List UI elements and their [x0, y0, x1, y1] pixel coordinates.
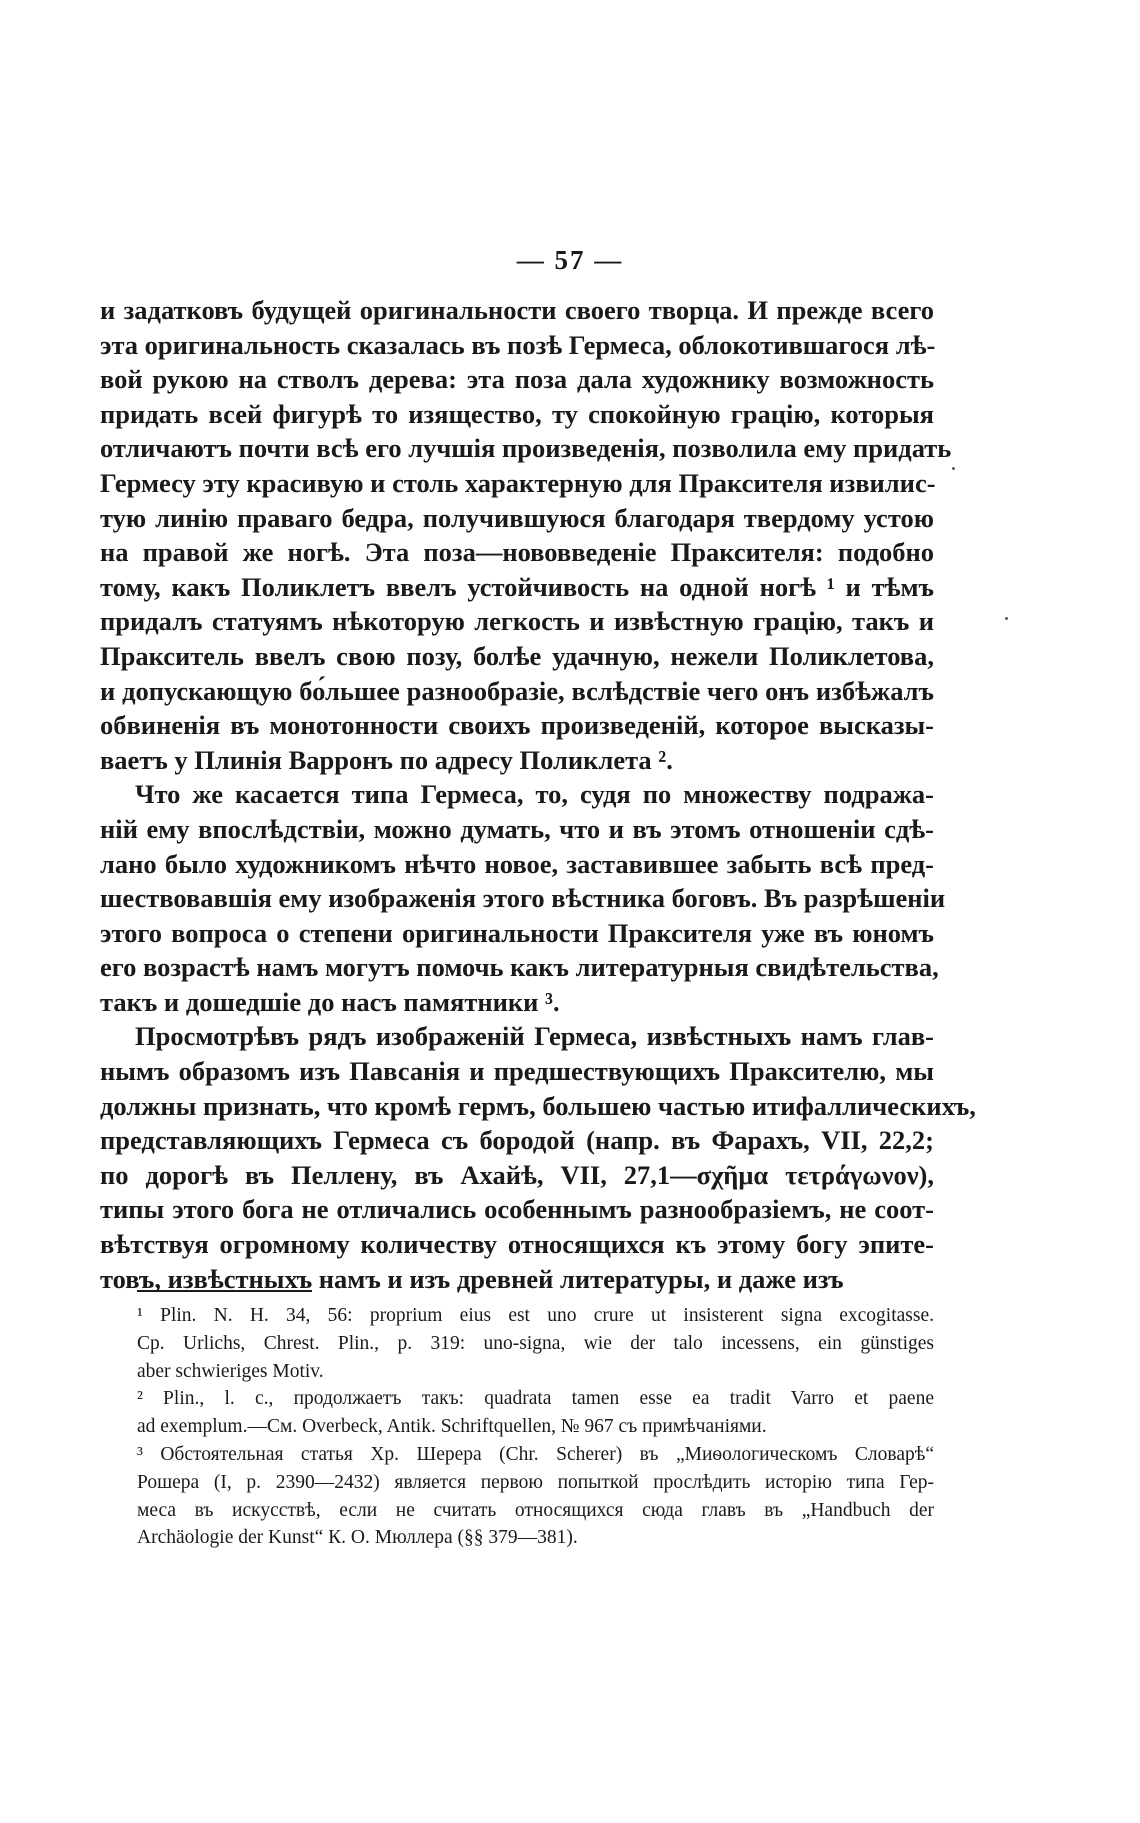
footnote [137, 1302, 934, 1385]
text-line: шествовавшія ему изображенія этого вѣстника боговъ. Въ разрѣшеніи [100, 883, 946, 914]
text-line: придалъ статуямъ нѣкоторую легкость и извѣстную грацію, такъ и [100, 606, 934, 637]
text-line: и допускающую бо́льшее разнообразіе, вслѣдствіе чего онъ избѣжалъ [100, 675, 934, 706]
body-text [100, 293, 976, 1296]
footnote [137, 1441, 934, 1552]
text-line: типы этого бога не отличались особеннымъ разнообразіемъ, не соот- [100, 1194, 934, 1225]
text-line: вѣтствуя огромному количеству относящихся къ этому богу эпите- [100, 1229, 934, 1260]
footnote-line: aber schwieriges Motiv. [137, 1360, 324, 1382]
footnote-line: Archäologie der Kunst“ К. О. Мюллера (§§ 379—381). [137, 1527, 578, 1549]
footnote-line: ¹ Plin. N. H. 34, 56: proprium eius est uno crure ut insisterent signa excogitasse. [137, 1305, 934, 1326]
text-line: тому, какъ Поликлетъ ввелъ устойчивость на одной ногѣ ¹ и тѣмъ [100, 571, 934, 602]
paragraph [100, 293, 952, 777]
text-line: эта оригинальность сказалась въ позѣ Гермеса, облокотившагося лѣ- [100, 329, 936, 360]
text-line: должны признать, что кромѣ гермъ, большею частью итифаллическихъ, [100, 1090, 976, 1121]
text-line: товъ, извѣстныхъ намъ и изъ древней литературы, и даже изъ [100, 1263, 844, 1294]
text-line: ній ему впослѣдствіи, можно думать, что и въ этомъ отношеніи сдѣ- [100, 813, 934, 844]
text-line: представляющихъ Гермеса съ бородой (напр. въ Фарахъ, VII, 22,2; [100, 1125, 934, 1156]
footnote-line: меса въ искусствѣ, если не считать относящихся сюда главъ въ „Handbuch der [137, 1499, 934, 1521]
text-line: ваетъ у Плинія Варронъ по адресу Поликлета ². [100, 744, 673, 775]
footnote-line: Cp. Urlichs, Chrest. Plin., p. 319: uno-signa, wie der talo incessens, ein günstiges [137, 1332, 934, 1354]
text-line: тую линію праваго бедра, получившуюся благодаря твердому устою [100, 502, 934, 533]
scan-speck [952, 467, 955, 470]
footnote [137, 1385, 934, 1441]
scan-speck [1005, 617, 1008, 620]
footnote-line: ² Plin., l. c., продолжаетъ такъ: quadrata tamen esse ea tradit Varro et paene [137, 1388, 934, 1410]
text-line: Пракситель ввелъ свою позу, болѣе удачную, нежели Поликлетова, [100, 640, 934, 671]
text-line: нымъ образомъ изъ Павсанія и предшествующихъ Праксителю, мы [100, 1056, 934, 1087]
text-line: по дорогѣ въ Пеллену, въ Ахайѣ, VII, 27,1—σχῆμα τετράγωνον), [100, 1159, 934, 1190]
paragraph [100, 777, 946, 1019]
text-line: на правой же ногѣ. Эта поза—нововведеніе Праксителя: подобно [100, 537, 934, 568]
text-line: Что же касается типа Гермеса, то, судя по множеству подража- [135, 779, 934, 810]
text-line: отличаютъ почти всѣ его лучшія произведенія, позволила ему придать [100, 433, 952, 464]
text-line: этого вопроса о степени оригинальности Праксителя уже въ юномъ [100, 917, 934, 948]
text-line: Просмотрѣвъ рядъ изображеній Гермеса, извѣстныхъ намъ глав- [135, 1021, 934, 1052]
text-line: такъ и дошедшіе до насъ памятники ³. [100, 986, 560, 1017]
footnote-line: ³ Обстоятельная статья Хр. Шерера (Chr. Scherer) въ „Миѳологическомъ Словарѣ“ [137, 1443, 934, 1465]
footnotes [137, 1302, 934, 1552]
text-line: Гермесу эту красивую и столь характерную для Праксителя извилис- [100, 467, 936, 498]
footnote-line: Рошера (I, p. 2390—2432) является первою попыткой прослѣдить исторію типа Гер- [137, 1471, 934, 1493]
text-line: придать всей фигурѣ то изящество, ту спокойную грацію, которыя [100, 398, 934, 429]
text-line: его возрастѣ намъ могутъ помочь какъ литературныя свидѣтельства, [100, 952, 939, 983]
text-line: обвиненія въ монотонности своихъ произведеній, которое высказы- [100, 710, 934, 741]
text-line: вой рукою на стволъ дерева: эта поза дала художнику возможность [100, 364, 934, 395]
footnote-separator [137, 1290, 312, 1292]
text-line: лано было художникомъ нѣчто новое, заставившее забыть всѣ пред- [100, 848, 934, 879]
paragraph [100, 1019, 976, 1296]
page-number: — 57 — [516, 245, 624, 275]
text-line: и задатковъ будущей оригинальности своего творца. И прежде всего [100, 295, 934, 325]
footnote-line: ad exemplum.—Cм. Overbeck, Antik. Schriftquellen, № 967 съ примѣчаніями. [137, 1416, 767, 1438]
